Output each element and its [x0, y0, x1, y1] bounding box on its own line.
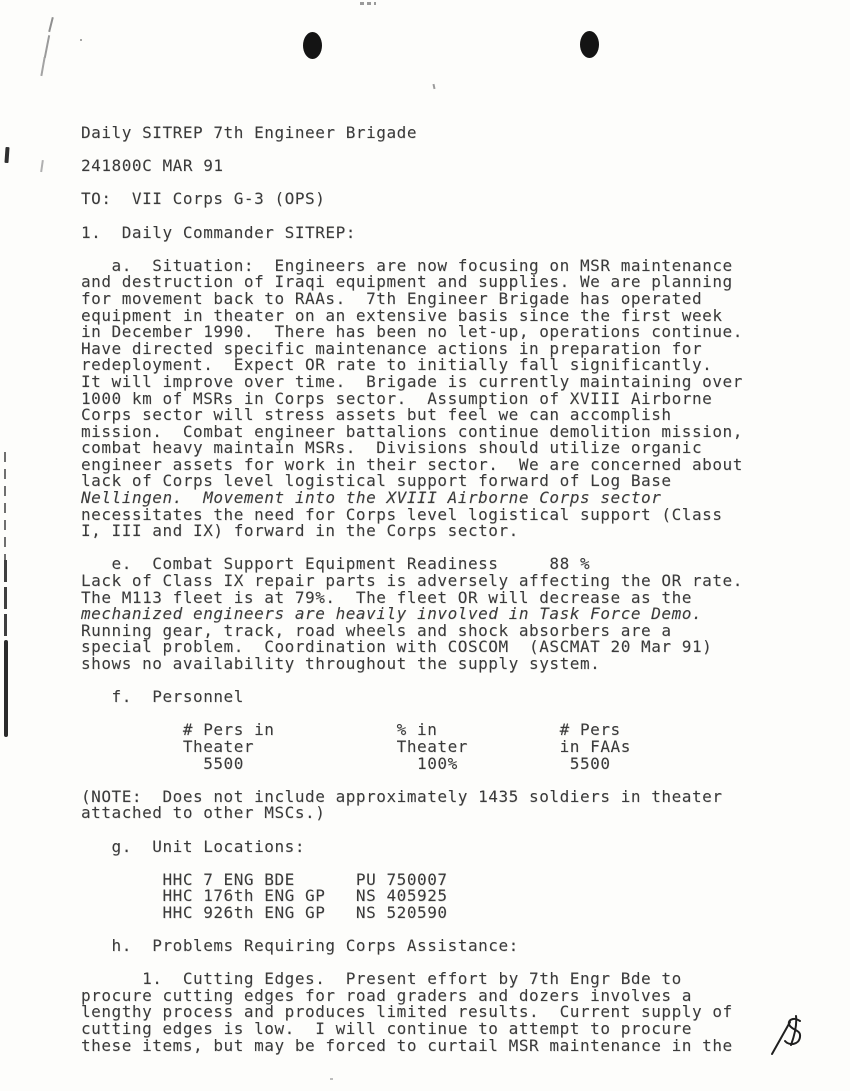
- document-line: procure cutting edges for road graders and dozers involves a: [81, 985, 692, 1005]
- document-line: cutting edges is low. I will continue to attempt to procure: [81, 1019, 692, 1039]
- document-body: [81, 125, 743, 1054]
- document-line: 1000 km of MSRs in Corps sector. Assumption of XVIII Airborne: [81, 388, 713, 408]
- document-line: f. Personnel: [81, 687, 244, 707]
- document-line: lack of Corps level logistical support forward of Log Base: [81, 471, 672, 491]
- document-line: in December 1990. There has been no let-up, operations continue.: [81, 322, 743, 342]
- document-line: h. Problems Requiring Corps Assistance:: [81, 936, 519, 956]
- document-line: HHC 926th ENG GP NS 520590: [81, 902, 448, 922]
- document-line: e. Combat Support Equipment Readiness 88 %: [81, 554, 591, 574]
- scan-speck: [360, 2, 376, 5]
- document-line: 241800C MAR 91: [81, 156, 224, 176]
- document-line: for movement back to RAAs. 7th Engineer Brigade has operated: [81, 288, 703, 308]
- document-line: Corps sector will stress assets but feel we can accomplish: [81, 405, 672, 425]
- document-line: HHC 176th ENG GP NS 405925: [81, 886, 448, 906]
- left-margin-line-segment: [4, 640, 8, 737]
- document-line: HHC 7 ENG BDE PU 750007: [81, 869, 448, 889]
- hole-punch-mark-right: [580, 31, 599, 58]
- document-line: I, III and IX) forward in the Corps sector.: [81, 521, 519, 541]
- document-line: (NOTE: Does not include approximately 1435 soldiers in theater: [81, 786, 723, 806]
- document-line: Lack of Class IX repair parts is adversely affecting the OR rate.: [81, 571, 743, 591]
- scan-speck: [80, 39, 82, 41]
- handwritten-slash: [772, 1022, 790, 1054]
- document-line: lengthy process and produces limited results. Current supply of: [81, 1002, 733, 1022]
- document-line: and destruction of Iraqi equipment and supplies. We are planning: [81, 272, 733, 292]
- document-line: g. Unit Locations:: [81, 836, 306, 856]
- scan-speck: [330, 1078, 333, 1080]
- document-line: TO: VII Corps G-3 (OPS): [81, 189, 326, 209]
- document-line: Daily SITREP 7th Engineer Brigade: [81, 123, 418, 142]
- handwritten-mark: [760, 1008, 820, 1068]
- document-line: mechanized engineers are heavily involved in Task Force Demo.: [81, 604, 703, 624]
- document-line: Theater Theater in FAAs: [81, 736, 631, 756]
- document-line: Running gear, track, road wheels and shock absorbers are a: [81, 620, 672, 640]
- hole-punch-mark-left: [303, 32, 322, 59]
- document-line: It will improve over time. Brigade is currently maintaining over: [81, 371, 743, 391]
- document-line: special problem. Coordination with COSCOM (ASCMAT 20 Mar 91): [81, 637, 713, 657]
- document-line: engineer assets for work in their sector. We are concerned about: [81, 454, 743, 474]
- document-line: shows no availability throughout the supply system.: [81, 654, 601, 673]
- document-line: necessitates the need for Corps level logistical support (Class: [81, 504, 723, 524]
- document-line: mission. Combat engineer battalions continue demolition mission,: [81, 421, 743, 441]
- document-line: a. Situation: Engineers are now focusing on MSR maintenance: [81, 255, 733, 275]
- document-line: 5500 100% 5500: [81, 753, 611, 773]
- document-line: 1. Cutting Edges. Present effort by 7th Engr Bde to: [81, 969, 682, 989]
- document-line: equipment in theater on an extensive basis since the first week: [81, 305, 723, 325]
- document-line: Nellingen. Movement into the XVIII Airborne Corps sector: [81, 488, 662, 508]
- document-line: 1. Daily Commander SITREP:: [81, 222, 356, 242]
- document-line: Have directed specific maintenance actions in preparation for: [81, 338, 703, 358]
- document-line: # Pers in % in # Pers: [81, 720, 621, 740]
- document-line: The M113 fleet is at 79%. The fleet OR will decrease as the: [81, 587, 692, 607]
- left-margin-line-segment: [4, 560, 7, 640]
- document-line: attached to other MSCs.): [81, 803, 326, 823]
- document-line: combat heavy maintain MSRs. Divisions should utilize organic: [81, 438, 703, 458]
- document-line: these items, but may be forced to curtail MSR maintenance in the: [81, 1035, 733, 1055]
- document-line: redeployment. Expect OR rate to initially fall significantly.: [81, 355, 713, 375]
- left-margin-line-segment: [4, 452, 6, 560]
